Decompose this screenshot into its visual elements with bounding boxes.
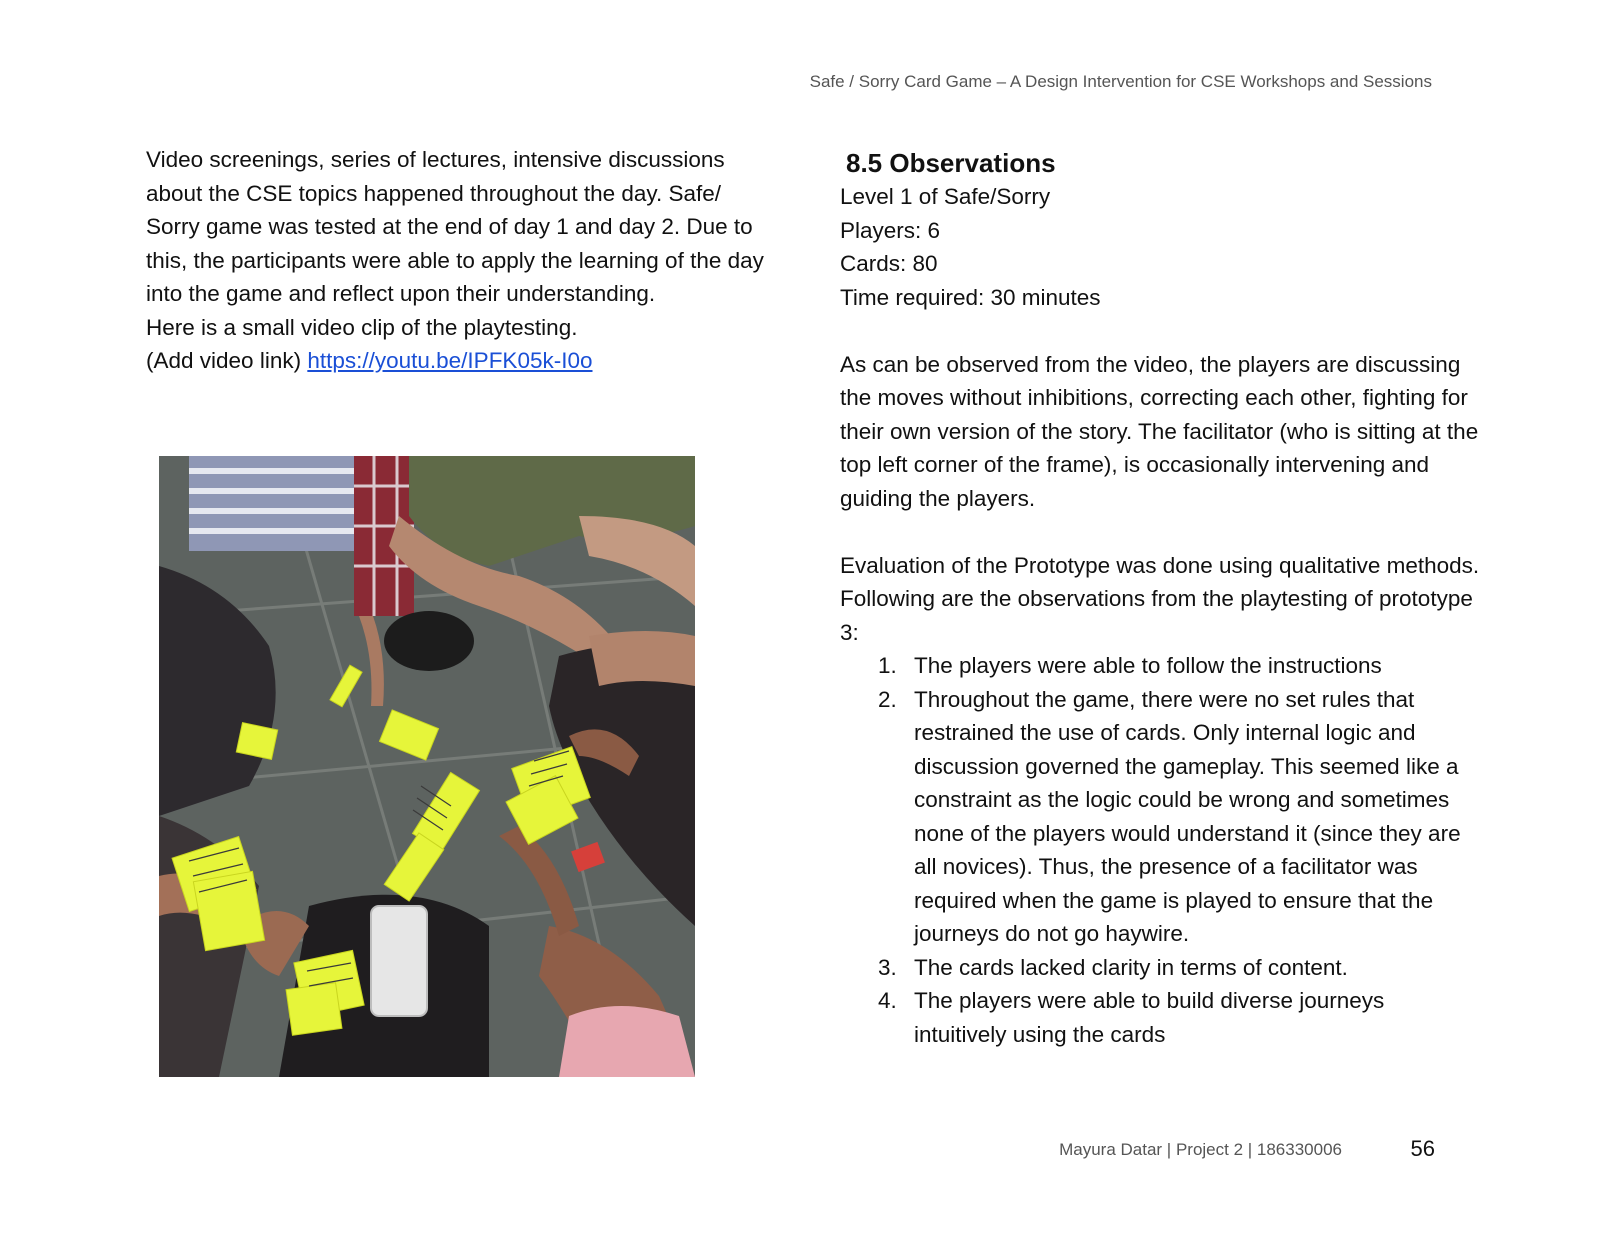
list-text: Throughout the game, there were no set rules that restrained the use of cards. Only internal logic and discussion governed the gameplay. This seemed like a constraint as the logic could be wrong and sometimes none of the players would understand it (since they are all novices). Thus, the presence of a facilitator was required when the game is played to ensure that the journeys do not go haywire. [914,686,1461,946]
video-link-line [146,344,766,378]
list-text: The cards lacked clarity in terms of content. [914,954,1348,980]
page-number: 56 [1410,1136,1435,1161]
list-item [840,984,1480,1051]
meta-players: Players: 6 [840,217,941,243]
video-link[interactable]: https://youtu.be/IPFK05k-I0o [307,348,593,373]
list-text: The players were able to follow the instructions [914,653,1382,678]
right-column [840,146,1480,1051]
meta-level: Level 1 of Safe/Sorry [840,184,1051,209]
following-paragraph: Following are the observations from the playtesting of prototype 3: [840,586,1473,645]
video-link-prefix: (Add video link) [146,348,308,373]
observation-paragraph: As can be observed from the video, the players are discussing the moves without inhibitions, correcting each other, fighting for their own version of the story. The facilitator (who is sitting at the top left corner of the frame), is occasionally intervening and guiding the players. [840,351,1479,511]
evaluation-paragraph: Evaluation of the Prototype was done using qualitative methods. [840,552,1480,578]
list-item [840,951,1480,985]
list-item [840,683,1480,951]
list-number: 4. [878,988,897,1013]
list-number: 1. [878,653,897,678]
list-number: 2. [878,686,897,712]
video-line: Here is a small video clip of the playtesting. [146,314,578,340]
list-text: The players were able to build diverse journeys intuitively using the cards [914,988,1385,1047]
left-column [146,143,766,378]
meta-time: Time required: 30 minutes [840,284,1101,310]
intro-paragraph: Video screenings, series of lectures, intensive discussions about the CSE topics happened throughout the day. Safe/ Sorry game was tested at the end of day 1 and day 2. Due to this, the participants were able to apply the learning of the day into the game and reflect upon their understanding. [146,147,764,306]
running-header: Safe / Sorry Card Game – A Design Intervention for CSE Workshops and Sessions [809,72,1432,91]
section-heading: 8.5 Observations [846,148,1056,178]
footer-author: Mayura Datar | Project 2 | 186330006 [1059,1140,1342,1159]
observations-list [840,649,1480,1051]
list-item [840,649,1480,683]
list-number: 3. [878,954,897,980]
playtesting-photo [159,456,695,1077]
meta-cards: Cards: 80 [840,251,938,276]
